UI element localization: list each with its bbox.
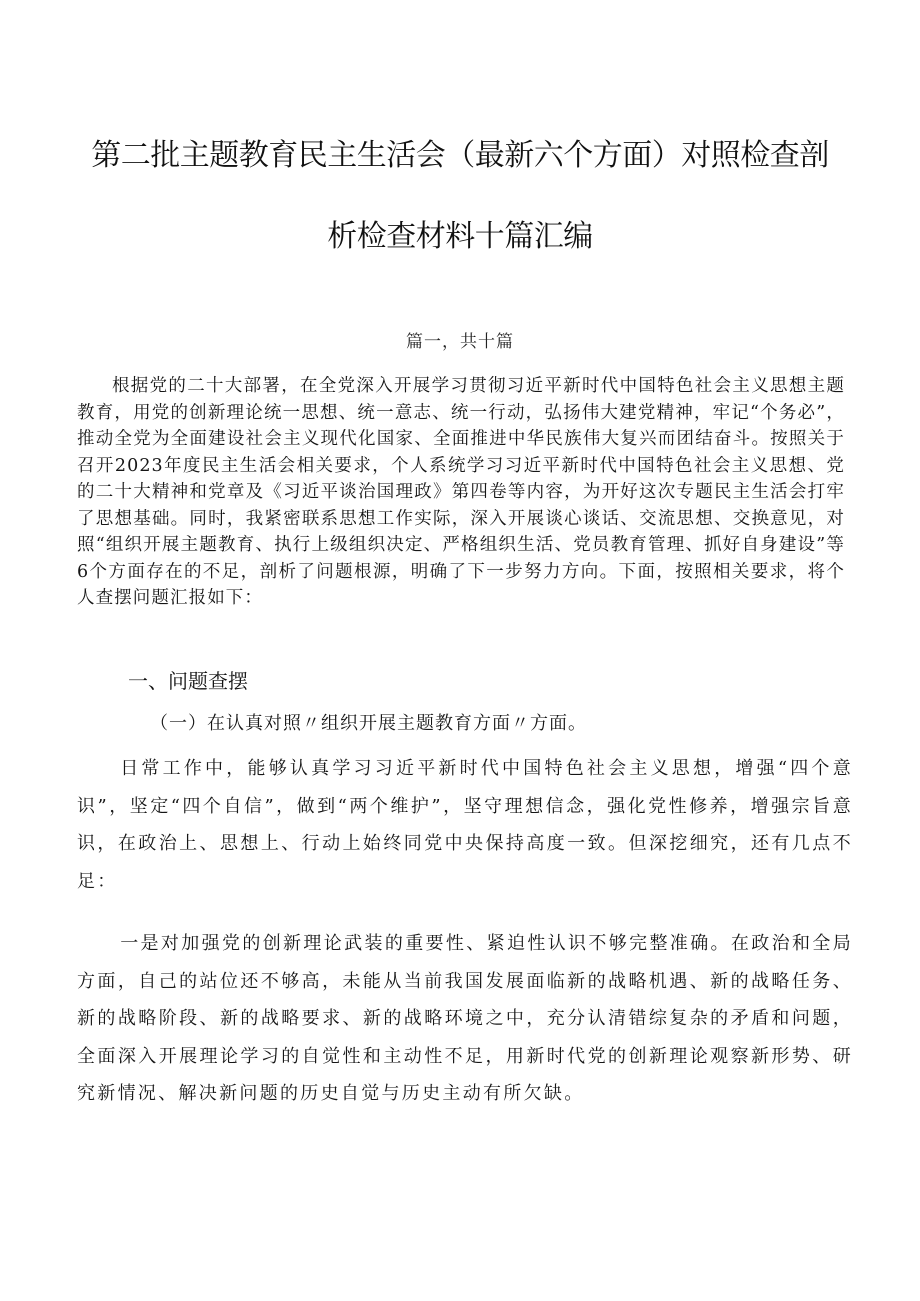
section-heading: 一、问题查摆 <box>128 669 248 693</box>
body-paragraph-point-one: 一是对加强党的创新理论武装的重要性、紧迫性认识不够完整准确。在政治和全局方面，自己的站位还不够高，未能从当前我国发展面临新的战略机遇、新的战略任务、新的战略阶段、新的战略要求、新的战略环境之中，充分认清错综复杂的矛盾和问题，全面深入开展理论学习的自觉性和主动性不足，用新时代党的创新理论观察新形势、研究新情况、解决新问题的历史自觉与历史主动有所欠缺。 <box>77 933 853 1104</box>
document-title-line-2: 析检查材料十篇汇编 <box>327 219 593 254</box>
subsection-heading: （一）在认真对照〃组织开展主题教育方面〃方面。 <box>150 713 587 734</box>
document-subtitle: 篇一，共十篇 <box>406 332 514 352</box>
body-paragraph-daily-work: 日常工作中，能够认真学习习近平新时代中国特色社会主义思想，增强“四个意识”，坚定“四个自信”，做到“两个维护”，坚守理想信念，强化党性修养，增强宗旨意识，在政治上、思想上、行动上始终同党中央保持高度一致。但深挖细究，还有几点不足： <box>77 758 853 892</box>
intro-paragraph: 根据党的二十大部署，在全党深入开展学习贯彻习近平新时代中国特色社会主义思想主题教育，用党的创新理论统一思想、统一意志、统一行动，弘扬伟大建党精神，牢记“个务必”，推动全党为全面建设社会主义现代化国家、全面推进中华民族伟大复兴而团结奋斗。按照关于召开2023年度民主生活会相关要求，个人系统学习习近平新时代中国特色社会主义思想、党的二十大精神和党章及《习近平谈治国理政》第四卷等内容，为开好这次专题民主生活会打牢了思想基础。同时，我紧密联系思想工作实际，深入开展谈心谈话、交流思想、交换意见，对照“组织开展主题教育、执行上级组织决定、严格组织生活、党员教育管理、抓好自身建设”等6个方面存在的不足，剖析了问题根源，明确了下一步努力方向。下面，按照相关要求，将个人查摆问题汇报如下： <box>77 376 845 608</box>
document-title-line-1: 第二批主题教育民主生活会（最新六个方面）对照检查剖 <box>91 138 829 173</box>
